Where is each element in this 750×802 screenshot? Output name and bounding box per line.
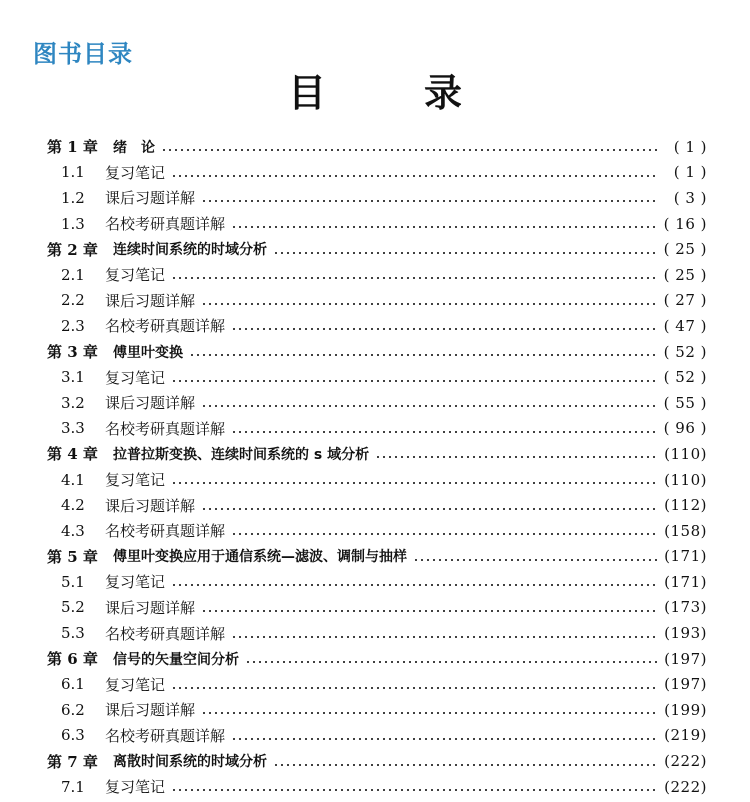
toc-entry-title: 离散时间系统的时域分析 <box>113 754 267 771</box>
toc-entry-title: 复习笔记 <box>105 471 166 490</box>
dot-leader <box>375 446 657 461</box>
dot-leader <box>171 677 657 692</box>
toc-entry-number: 第 6 章 <box>47 650 98 669</box>
toc-entry-title: 复习笔记 <box>105 778 166 797</box>
dot-leader <box>231 216 657 231</box>
toc-entry-title: 名校考研真题详解 <box>105 419 226 438</box>
toc-page-number: (199) <box>664 700 707 719</box>
dot-leader <box>171 370 657 385</box>
toc-entry-title: 名校考研真题详解 <box>105 215 226 234</box>
toc-page-number: (110) <box>664 444 707 463</box>
toc-page-number: ( 3 ) <box>673 188 707 207</box>
toc-chapter-row <box>47 748 707 774</box>
toc-page-number: (197) <box>664 649 707 668</box>
toc-entry-title: 课后习题详解 <box>105 291 196 310</box>
toc-entry-number: 5.1 <box>61 572 85 591</box>
toc-entry-title: 连续时间系统的时域分析 <box>113 242 267 259</box>
toc-page-number: (171) <box>664 572 707 591</box>
toc-entry-number: 第 4 章 <box>47 445 98 464</box>
toc-page-number: (222) <box>664 777 707 796</box>
toc-section-row <box>47 774 707 800</box>
toc-page-number: ( 16 ) <box>663 214 707 233</box>
toc-entry-number: 1.1 <box>61 163 85 182</box>
toc-entry-title: 课后习题详解 <box>105 598 196 617</box>
dot-leader <box>189 344 657 359</box>
toc-entry-number: 1.3 <box>61 214 85 233</box>
toc-entry-title: 绪 论 <box>113 139 155 156</box>
toc-entry-number: 6.3 <box>61 726 85 745</box>
toc-entry-number: 4.1 <box>61 470 85 489</box>
toc-section-row <box>47 160 707 186</box>
toc-entry-title: 课后习题详解 <box>105 394 196 413</box>
toc-entry-number: 第 2 章 <box>47 240 98 259</box>
toc-section-row <box>47 211 707 237</box>
toc-section-row <box>47 595 707 621</box>
toc-chapter-row <box>47 441 707 467</box>
toc-entry-number: 1.2 <box>61 188 85 207</box>
toc-entry-title: 名校考研真题详解 <box>105 624 226 643</box>
dot-leader <box>245 651 657 666</box>
toc-entry-title: 名校考研真题详解 <box>105 726 226 745</box>
toc-page-number: (158) <box>664 521 707 540</box>
toc-page-number: ( 1 ) <box>673 137 707 156</box>
dot-leader <box>171 472 657 487</box>
toc-section-row <box>47 620 707 646</box>
toc-page-number: (193) <box>664 624 707 643</box>
toc-entry-number: 3.2 <box>61 393 85 412</box>
toc-section-row <box>47 467 707 493</box>
table-of-contents <box>47 134 707 799</box>
dot-leader <box>231 523 657 538</box>
dot-leader <box>201 190 657 205</box>
toc-page-number: (112) <box>664 496 707 515</box>
toc-entry-number: 第 3 章 <box>47 343 98 362</box>
dot-leader <box>273 242 657 257</box>
toc-entry-number: 3.1 <box>61 368 85 387</box>
toc-entry-title: 课后习题详解 <box>105 496 196 515</box>
toc-page-number: (110) <box>664 470 707 489</box>
toc-page-number: ( 96 ) <box>663 419 707 438</box>
dot-leader <box>201 498 657 513</box>
toc-page-number: (197) <box>664 675 707 694</box>
dot-leader <box>161 139 657 154</box>
toc-chapter-row <box>47 646 707 672</box>
toc-entry-number: 第 1 章 <box>47 138 98 157</box>
toc-section-row <box>47 288 707 314</box>
toc-page-number: ( 52 ) <box>663 368 707 387</box>
dot-leader <box>201 395 657 410</box>
dot-leader <box>201 293 657 308</box>
toc-entry-number: 4.2 <box>61 496 85 515</box>
toc-chapter-row <box>47 134 707 160</box>
dot-leader <box>171 165 657 180</box>
toc-chapter-row <box>47 236 707 262</box>
toc-entry-title: 复习笔记 <box>105 163 166 182</box>
toc-section-row <box>47 697 707 723</box>
toc-page-number: (171) <box>664 547 707 566</box>
dot-leader <box>231 421 657 436</box>
section-banner: 图书目录 <box>33 40 133 68</box>
toc-entry-number: 3.3 <box>61 419 85 438</box>
toc-entry-number: 2.1 <box>61 265 85 284</box>
toc-entry-number: 2.3 <box>61 316 85 335</box>
toc-entry-number: 6.1 <box>61 675 85 694</box>
toc-page-number: ( 25 ) <box>663 240 707 259</box>
toc-section-row <box>47 671 707 697</box>
toc-page-number: (222) <box>664 752 707 771</box>
dot-leader <box>201 600 657 615</box>
page-title: 目 录 <box>287 70 492 115</box>
toc-entry-title: 复习笔记 <box>105 368 166 387</box>
dot-leader <box>273 754 657 769</box>
toc-entry-title: 课后习题详解 <box>105 701 196 720</box>
dot-leader <box>413 549 657 564</box>
dot-leader <box>171 267 657 282</box>
toc-entry-number: 6.2 <box>61 700 85 719</box>
toc-entry-title: 拉普拉斯变换、连续时间系统的 s 域分析 <box>113 446 370 463</box>
toc-section-row <box>47 492 707 518</box>
toc-page-number: (219) <box>664 726 707 745</box>
toc-section-row <box>47 416 707 442</box>
dot-leader <box>231 728 657 743</box>
toc-section-row <box>47 364 707 390</box>
toc-entry-number: 4.3 <box>61 521 85 540</box>
toc-entry-title: 复习笔记 <box>105 266 166 285</box>
toc-chapter-row <box>47 544 707 570</box>
toc-entry-number: 第 5 章 <box>47 547 98 566</box>
toc-page-number: ( 47 ) <box>663 316 707 335</box>
toc-entry-number: 第 7 章 <box>47 752 98 771</box>
toc-entry-title: 傅里叶变换应用于通信系统—滤波、调制与抽样 <box>113 549 407 566</box>
toc-entry-title: 复习笔记 <box>105 573 166 592</box>
dot-leader <box>171 779 657 794</box>
toc-entry-title: 复习笔记 <box>105 675 166 694</box>
dot-leader <box>171 574 657 589</box>
toc-entry-title: 傅里叶变换 <box>113 344 183 361</box>
toc-entry-number: 2.2 <box>61 291 85 310</box>
toc-section-row <box>47 390 707 416</box>
toc-section-row <box>47 313 707 339</box>
toc-page-number: ( 55 ) <box>663 393 707 412</box>
toc-page-number: ( 27 ) <box>663 291 707 310</box>
toc-page-number: ( 25 ) <box>663 265 707 284</box>
toc-entry-number: 7.1 <box>61 777 85 796</box>
dot-leader <box>201 702 657 717</box>
toc-section-row <box>47 723 707 749</box>
toc-entry-title: 信号的矢量空间分析 <box>113 651 239 668</box>
toc-entry-number: 5.2 <box>61 598 85 617</box>
dot-leader <box>231 318 657 333</box>
toc-section-row <box>47 518 707 544</box>
toc-entry-number: 5.3 <box>61 624 85 643</box>
toc-chapter-row <box>47 339 707 365</box>
toc-entry-title: 课后习题详解 <box>105 189 196 208</box>
toc-entry-title: 名校考研真题详解 <box>105 317 226 336</box>
toc-entry-title: 名校考研真题详解 <box>105 522 226 541</box>
toc-page-number: ( 52 ) <box>663 342 707 361</box>
toc-section-row <box>47 262 707 288</box>
toc-section-row <box>47 569 707 595</box>
dot-leader <box>231 626 657 641</box>
toc-page-number: (173) <box>664 598 707 617</box>
toc-section-row <box>47 185 707 211</box>
toc-page-number: ( 1 ) <box>673 163 707 182</box>
